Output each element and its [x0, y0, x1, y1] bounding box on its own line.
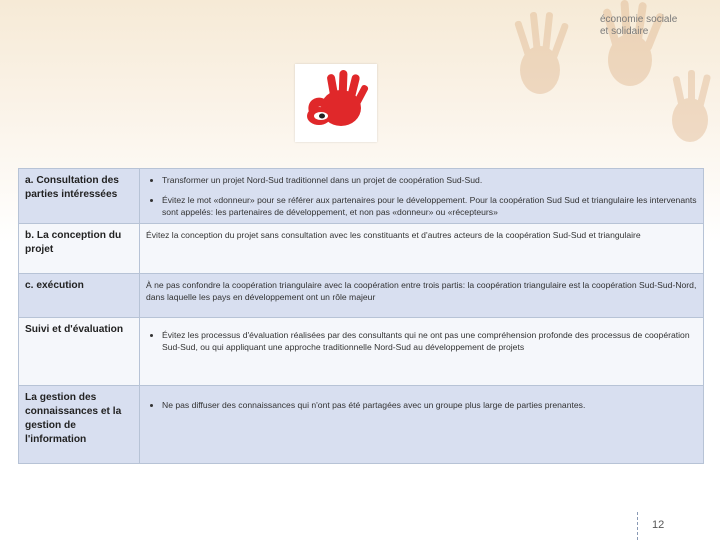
footer-divider [637, 512, 639, 540]
list-item: • Ne pas diffuser des connaissances qui n'ont pas été partagées avec un groupe plus large de parties prenantes. [162, 399, 697, 411]
header-label-line2: et solidaire [600, 26, 649, 37]
row-label: a. Consultation des parties intéressées [19, 169, 140, 224]
header-label-line1: économie sociale [600, 14, 678, 25]
row-content: À ne pas confondre la coopération triangulaire avec la coopération entre trois partis: la coopération triangulaire est la coopération Sud-Sud-Nord, dans laquelle les pays en développement ont un rôle majeur [140, 274, 704, 318]
row-label: c. exécution [19, 274, 140, 318]
row-label: Suivi et d'évaluation [19, 318, 140, 386]
table-row [19, 274, 704, 318]
table-row [19, 169, 704, 224]
page-number: 12 [652, 519, 665, 531]
list-item: • Transformer un projet Nord-Sud traditionnel dans un projet de coopération Sud-Sud. [162, 174, 697, 186]
row-label: b. La conception du projet [19, 224, 140, 274]
table-row [19, 224, 704, 274]
row-content [140, 386, 704, 464]
guidelines-table [18, 168, 704, 464]
red-hand-logo-icon [295, 64, 377, 142]
row-content: Évitez la conception du projet sans consultation avec les constituants et d'autres acteurs de la coopération Sud-Sud et triangulaire [140, 224, 704, 274]
table-row [19, 386, 704, 464]
logo [295, 64, 377, 142]
table-row [19, 318, 704, 386]
row-content [140, 318, 704, 386]
list-item: • Évitez le mot «donneur» pour se référer aux partenaires pour le développement. Pour la coopération Sud Sud et triangulaire les intervenants sont appelés: les partenaires de développement, et non pas «donneur» ou «récepteurs» [162, 194, 697, 218]
row-label: La gestion des connaissances et la gestion de l'information [19, 386, 140, 464]
row-content [140, 169, 704, 224]
header-label [600, 14, 677, 38]
list-item: • Évitez les processus d'évaluation réalisées par des consultants qui ne ont pas une compréhension profonde des processus de coopération Sud-Sud, ou qui appliquant une approche traditionnelle Nord-Sud au développement de projets [162, 329, 697, 353]
